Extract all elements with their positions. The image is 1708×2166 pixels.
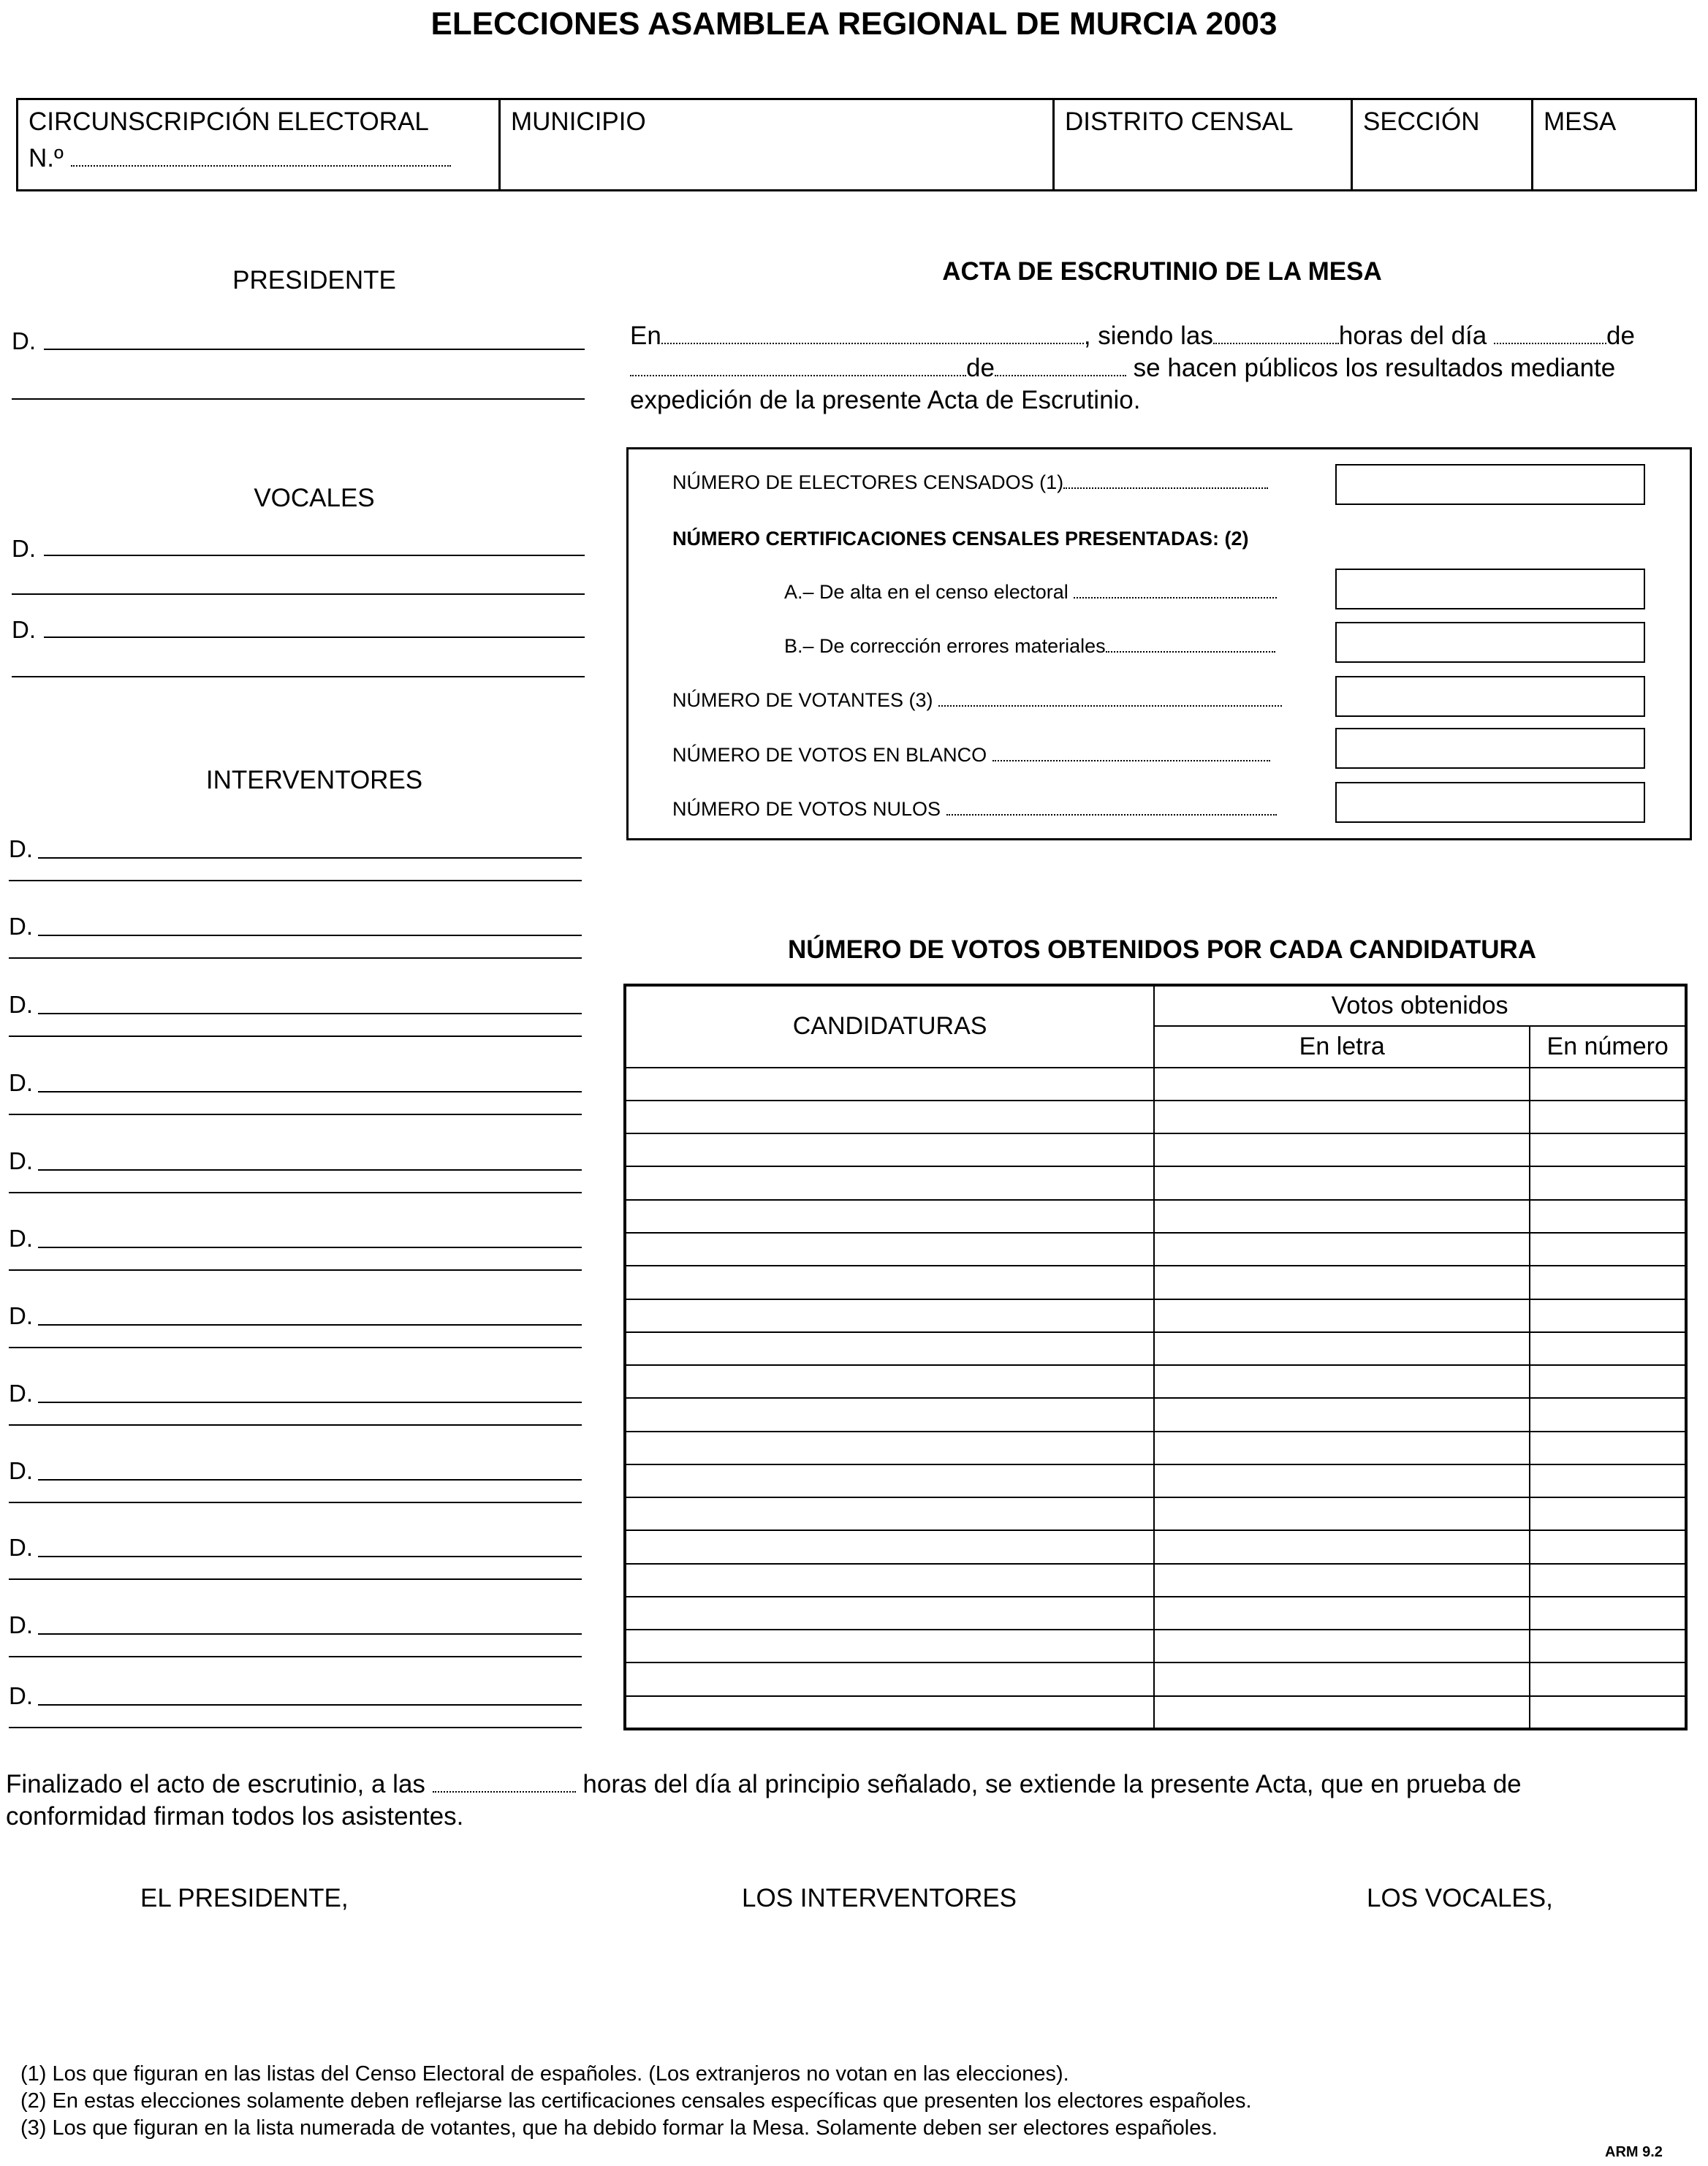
votos-numero-cell[interactable] — [1530, 1101, 1686, 1133]
votos-numero-cell[interactable] — [1530, 1497, 1686, 1530]
presidente-d-label: D. — [12, 327, 36, 354]
interventor-4-d-label: D. — [9, 1069, 33, 1096]
interventor-9-d-label: D. — [9, 1457, 33, 1484]
candidatura-cell[interactable] — [625, 1101, 1154, 1133]
candidatura-cell[interactable] — [625, 1497, 1154, 1530]
acta-de-1: de — [1606, 322, 1635, 350]
interventor-11-line-1[interactable] — [38, 1633, 582, 1635]
interventor-1-line-2[interactable] — [9, 880, 582, 881]
interventor-2-d-label: D. — [9, 913, 33, 940]
interventor-1-d-label: D. — [9, 835, 33, 862]
interventor-5-line-2[interactable] — [9, 1192, 582, 1193]
votos-numero-cell[interactable] — [1530, 1332, 1686, 1365]
interventor-7-line-2[interactable] — [9, 1347, 582, 1348]
presidente-line-1[interactable] — [44, 349, 585, 350]
table-row — [625, 1696, 1686, 1729]
electores-row — [672, 471, 1268, 494]
acta-de-2: de — [966, 354, 995, 382]
interventor-7-d-label: D. — [9, 1302, 33, 1329]
table-row — [625, 1398, 1686, 1431]
interventor-8-line-1[interactable] — [38, 1402, 582, 1403]
votantes-dots — [938, 691, 1282, 707]
footnotes — [20, 2061, 1252, 2142]
seccion-label: SECCIÓN — [1363, 107, 1480, 136]
votos-letra-cell[interactable] — [1154, 1200, 1530, 1233]
table-row — [625, 1266, 1686, 1299]
signature-interventores: LOS INTERVENTORES — [742, 1884, 1017, 1912]
interventor-2-line-1[interactable] — [38, 935, 582, 936]
interventor-9-line-2[interactable] — [9, 1502, 582, 1503]
acta-title: ACTA DE ESCRUTINIO DE LA MESA — [942, 257, 1382, 286]
nulos-label: NÚMERO DE VOTOS NULOS — [672, 798, 941, 820]
municipio-cell[interactable] — [501, 100, 1055, 189]
col-candidaturas-header: CANDIDATURAS — [625, 985, 1154, 1068]
candidatura-cell[interactable] — [625, 1630, 1154, 1662]
acta-horas: horas del día — [1338, 322, 1487, 350]
distrito-cell[interactable] — [1055, 100, 1353, 189]
distrito-label: DISTRITO CENSAL — [1065, 107, 1294, 136]
candidatura-cell[interactable] — [625, 1464, 1154, 1497]
votos-letra-cell[interactable] — [1154, 1266, 1530, 1299]
votos-numero-cell[interactable] — [1530, 1662, 1686, 1695]
votos-letra-cell[interactable] — [1154, 1662, 1530, 1695]
table-row — [625, 1497, 1686, 1530]
interventor-6-line-2[interactable] — [9, 1269, 582, 1271]
candidatura-cell[interactable] — [625, 1398, 1154, 1431]
footnote-3: (3) Los que figuran en la lista numerada de votantes, que ha debido formar la Mesa. Solamente deben ser electores españoles. — [20, 2116, 1218, 2140]
table-row — [625, 1365, 1686, 1398]
interventor-4-line-2[interactable] — [9, 1114, 582, 1115]
electores-input[interactable] — [1335, 464, 1645, 505]
votantes-input[interactable] — [1335, 676, 1645, 717]
footnote-2: (2) En estas elecciones solamente deben reflejarse las certificaciones censales específicas que presenten los electores españoles. — [20, 2089, 1252, 2113]
candidatura-cell[interactable] — [625, 1564, 1154, 1597]
interventor-2-line-2[interactable] — [9, 957, 582, 959]
votos-numero-cell[interactable] — [1530, 1266, 1686, 1299]
candidatura-cell[interactable] — [625, 1266, 1154, 1299]
acta-anio-field[interactable] — [995, 354, 1126, 376]
nulos-dots — [946, 799, 1277, 816]
interventor-3-d-label: D. — [9, 991, 33, 1018]
table-row — [625, 1166, 1686, 1199]
table-row — [625, 1530, 1686, 1563]
vocal-2-d-label: D. — [12, 616, 36, 643]
vocales-heading: VOCALES — [254, 484, 375, 512]
candidaturas-body — [625, 1068, 1686, 1729]
candidatura-cell[interactable] — [625, 1432, 1154, 1464]
votos-letra-cell[interactable] — [1154, 1630, 1530, 1662]
table-row — [625, 1068, 1686, 1101]
candidatura-cell[interactable] — [625, 1365, 1154, 1398]
candidatura-cell[interactable] — [625, 1662, 1154, 1695]
candidatura-cell[interactable] — [625, 1166, 1154, 1199]
numero-label: N.º — [29, 144, 64, 172]
closing-text-1b: horas del día al principio señalado, se extiende la presente Acta, que en prueba de — [582, 1770, 1522, 1798]
votos-numero-cell[interactable] — [1530, 1464, 1686, 1497]
col-letra-header: En letra — [1154, 1026, 1530, 1067]
votos-numero-cell[interactable] — [1530, 1068, 1686, 1101]
table-row — [625, 1200, 1686, 1233]
votos-letra-cell[interactable] — [1154, 1497, 1530, 1530]
acta-publicos: se hacen públicos los resultados mediante — [1133, 354, 1616, 382]
certificaciones-label: NÚMERO CERTIFICACIONES CENSALES PRESENTADAS: (2) — [672, 528, 1249, 550]
presidente-heading: PRESIDENTE — [232, 266, 396, 294]
mesa-label: MESA — [1544, 107, 1617, 136]
vocal-1-line-2[interactable] — [12, 593, 585, 595]
votos-letra-cell[interactable] — [1154, 1696, 1530, 1729]
mesa-cell[interactable] — [1533, 100, 1695, 189]
vocal-1-d-label: D. — [12, 535, 36, 562]
votos-numero-cell[interactable] — [1530, 1166, 1686, 1199]
circunscripcion-cell[interactable] — [18, 100, 501, 189]
alta-input[interactable] — [1335, 569, 1645, 609]
presidente-line-2[interactable] — [12, 398, 585, 400]
interventor-11-line-2[interactable] — [9, 1656, 582, 1657]
candidatura-cell[interactable] — [625, 1597, 1154, 1630]
votos-letra-cell[interactable] — [1154, 1166, 1530, 1199]
votos-letra-cell[interactable] — [1154, 1365, 1530, 1398]
correccion-dots — [1106, 636, 1275, 653]
votos-numero-cell[interactable] — [1530, 1365, 1686, 1398]
votos-letra-cell[interactable] — [1154, 1398, 1530, 1431]
alta-dots — [1074, 582, 1277, 598]
signature-presidente: EL PRESIDENTE, — [140, 1884, 349, 1912]
nulos-row — [672, 798, 1277, 821]
votos-numero-cell[interactable] — [1530, 1299, 1686, 1332]
candidatura-cell[interactable] — [625, 1200, 1154, 1233]
numero-field[interactable] — [71, 145, 451, 167]
votantes-label: NÚMERO DE VOTANTES (3) — [672, 689, 933, 711]
table-row — [625, 1233, 1686, 1266]
blanco-dots — [992, 745, 1270, 761]
page-title: ELECCIONES ASAMBLEA REGIONAL DE MURCIA 2003 — [430, 6, 1278, 42]
interventor-8-line-2[interactable] — [9, 1424, 582, 1426]
table-row — [625, 1564, 1686, 1597]
vocal-2-line-2[interactable] — [12, 676, 585, 677]
circunscripcion-label: CIRCUNSCRIPCIÓN ELECTORAL — [29, 107, 429, 136]
votantes-row — [672, 689, 1282, 712]
acta-paragraph — [630, 320, 1697, 417]
electores-dots — [1063, 473, 1268, 489]
table-row — [625, 1101, 1686, 1133]
acta-siendo: , siendo las — [1083, 322, 1213, 350]
col-votos-header: Votos obtenidos — [1154, 985, 1686, 1026]
interventor-4-line-1[interactable] — [38, 1091, 582, 1092]
interventores-heading: INTERVENTORES — [205, 766, 423, 794]
votos-letra-cell[interactable] — [1154, 1464, 1530, 1497]
votos-letra-cell[interactable] — [1154, 1530, 1530, 1563]
alta-label: A.– De alta en el censo electoral — [784, 581, 1069, 603]
votos-numero-cell[interactable] — [1530, 1530, 1686, 1563]
closing-paragraph — [6, 1768, 1701, 1833]
correccion-label: B.– De corrección errores materiales — [784, 635, 1106, 657]
blanco-row — [672, 744, 1270, 767]
col-numero-header: En número — [1530, 1026, 1686, 1067]
candidaturas-table — [623, 984, 1688, 1730]
form-code: ARM 9.2 — [1605, 2144, 1663, 2160]
candidatura-cell[interactable] — [625, 1299, 1154, 1332]
interventor-7-line-1[interactable] — [38, 1324, 582, 1326]
blanco-label: NÚMERO DE VOTOS EN BLANCO — [672, 744, 987, 766]
interventor-6-line-1[interactable] — [38, 1247, 582, 1248]
candidatura-cell[interactable] — [625, 1233, 1154, 1266]
votos-letra-cell[interactable] — [1154, 1133, 1530, 1166]
acta-mes-field[interactable] — [630, 354, 966, 376]
interventor-12-line-2[interactable] — [9, 1727, 582, 1728]
votos-numero-cell[interactable] — [1530, 1564, 1686, 1597]
votos-numero-cell[interactable] — [1530, 1200, 1686, 1233]
interventor-5-line-1[interactable] — [38, 1169, 582, 1171]
interventor-10-d-label: D. — [9, 1534, 33, 1561]
acta-lugar-field[interactable] — [661, 322, 1084, 344]
votos-letra-cell[interactable] — [1154, 1233, 1530, 1266]
interventor-9-line-1[interactable] — [38, 1479, 582, 1481]
interventor-3-line-2[interactable] — [9, 1036, 582, 1037]
votos-numero-cell[interactable] — [1530, 1432, 1686, 1464]
interventor-5-d-label: D. — [9, 1147, 33, 1174]
votos-letra-cell[interactable] — [1154, 1332, 1530, 1365]
table-row — [625, 1133, 1686, 1166]
votos-letra-cell[interactable] — [1154, 1299, 1530, 1332]
candidatura-cell[interactable] — [625, 1068, 1154, 1101]
votos-numero-cell[interactable] — [1530, 1398, 1686, 1431]
interventor-10-line-1[interactable] — [38, 1556, 582, 1557]
votos-letra-cell[interactable] — [1154, 1101, 1530, 1133]
table-row — [625, 1464, 1686, 1497]
votos-letra-cell[interactable] — [1154, 1068, 1530, 1101]
interventor-6-d-label: D. — [9, 1225, 33, 1252]
nulos-input[interactable] — [1335, 782, 1645, 823]
header-box — [16, 98, 1697, 191]
table-row — [625, 1332, 1686, 1365]
candidatura-cell[interactable] — [625, 1696, 1154, 1729]
closing-text-1a: Finalizado el acto de escrutinio, a las — [6, 1770, 425, 1798]
vocal-2-line-1[interactable] — [44, 636, 585, 638]
seccion-cell[interactable] — [1353, 100, 1533, 189]
table-row — [625, 1630, 1686, 1662]
blanco-input[interactable] — [1335, 728, 1645, 769]
interventor-12-line-1[interactable] — [38, 1704, 582, 1706]
table-row — [625, 1597, 1686, 1630]
table-row — [625, 1432, 1686, 1464]
interventor-12-d-label: D. — [9, 1682, 33, 1709]
correccion-input[interactable] — [1335, 622, 1645, 663]
electores-label: NÚMERO DE ELECTORES CENSADOS (1) — [672, 471, 1064, 493]
signature-vocales: LOS VOCALES, — [1367, 1884, 1553, 1912]
interventor-11-d-label: D. — [9, 1611, 33, 1638]
votos-letra-cell[interactable] — [1154, 1597, 1530, 1630]
votos-numero-cell[interactable] — [1530, 1630, 1686, 1662]
acta-expedicion: expedición de la presente Acta de Escrutinio. — [630, 386, 1141, 414]
table-row — [625, 1299, 1686, 1332]
acta-en: En — [630, 322, 661, 350]
acta-hora-field[interactable] — [1213, 322, 1339, 344]
candidatura-cell[interactable] — [625, 1332, 1154, 1365]
municipio-label: MUNICIPIO — [511, 107, 646, 136]
votos-numero-cell[interactable] — [1530, 1133, 1686, 1166]
interventor-10-line-2[interactable] — [9, 1578, 582, 1580]
candidatura-cell[interactable] — [625, 1133, 1154, 1166]
votos-letra-cell[interactable] — [1154, 1432, 1530, 1464]
correccion-row — [784, 635, 1275, 658]
interventor-8-d-label: D. — [9, 1380, 33, 1407]
candidaturas-title: NÚMERO DE VOTOS OBTENIDOS POR CADA CANDIDATURA — [787, 935, 1537, 964]
votos-numero-cell[interactable] — [1530, 1597, 1686, 1630]
votos-numero-cell[interactable] — [1530, 1696, 1686, 1729]
candidatura-cell[interactable] — [625, 1530, 1154, 1563]
alta-row — [784, 581, 1277, 604]
interventor-1-line-1[interactable] — [38, 857, 582, 859]
interventor-3-line-1[interactable] — [38, 1013, 582, 1014]
closing-hora-field[interactable] — [433, 1771, 576, 1793]
votos-numero-cell[interactable] — [1530, 1233, 1686, 1266]
table-row — [625, 1662, 1686, 1695]
vocal-1-line-1[interactable] — [44, 555, 585, 556]
acta-dia-field[interactable] — [1494, 322, 1606, 344]
footnote-1: (1) Los que figuran en las listas del Censo Electoral de españoles. (Los extranjeros no votan en las elecciones). — [20, 2062, 1069, 2086]
closing-text-2: conformidad firman todos los asistentes. — [6, 1802, 464, 1831]
votos-letra-cell[interactable] — [1154, 1564, 1530, 1597]
